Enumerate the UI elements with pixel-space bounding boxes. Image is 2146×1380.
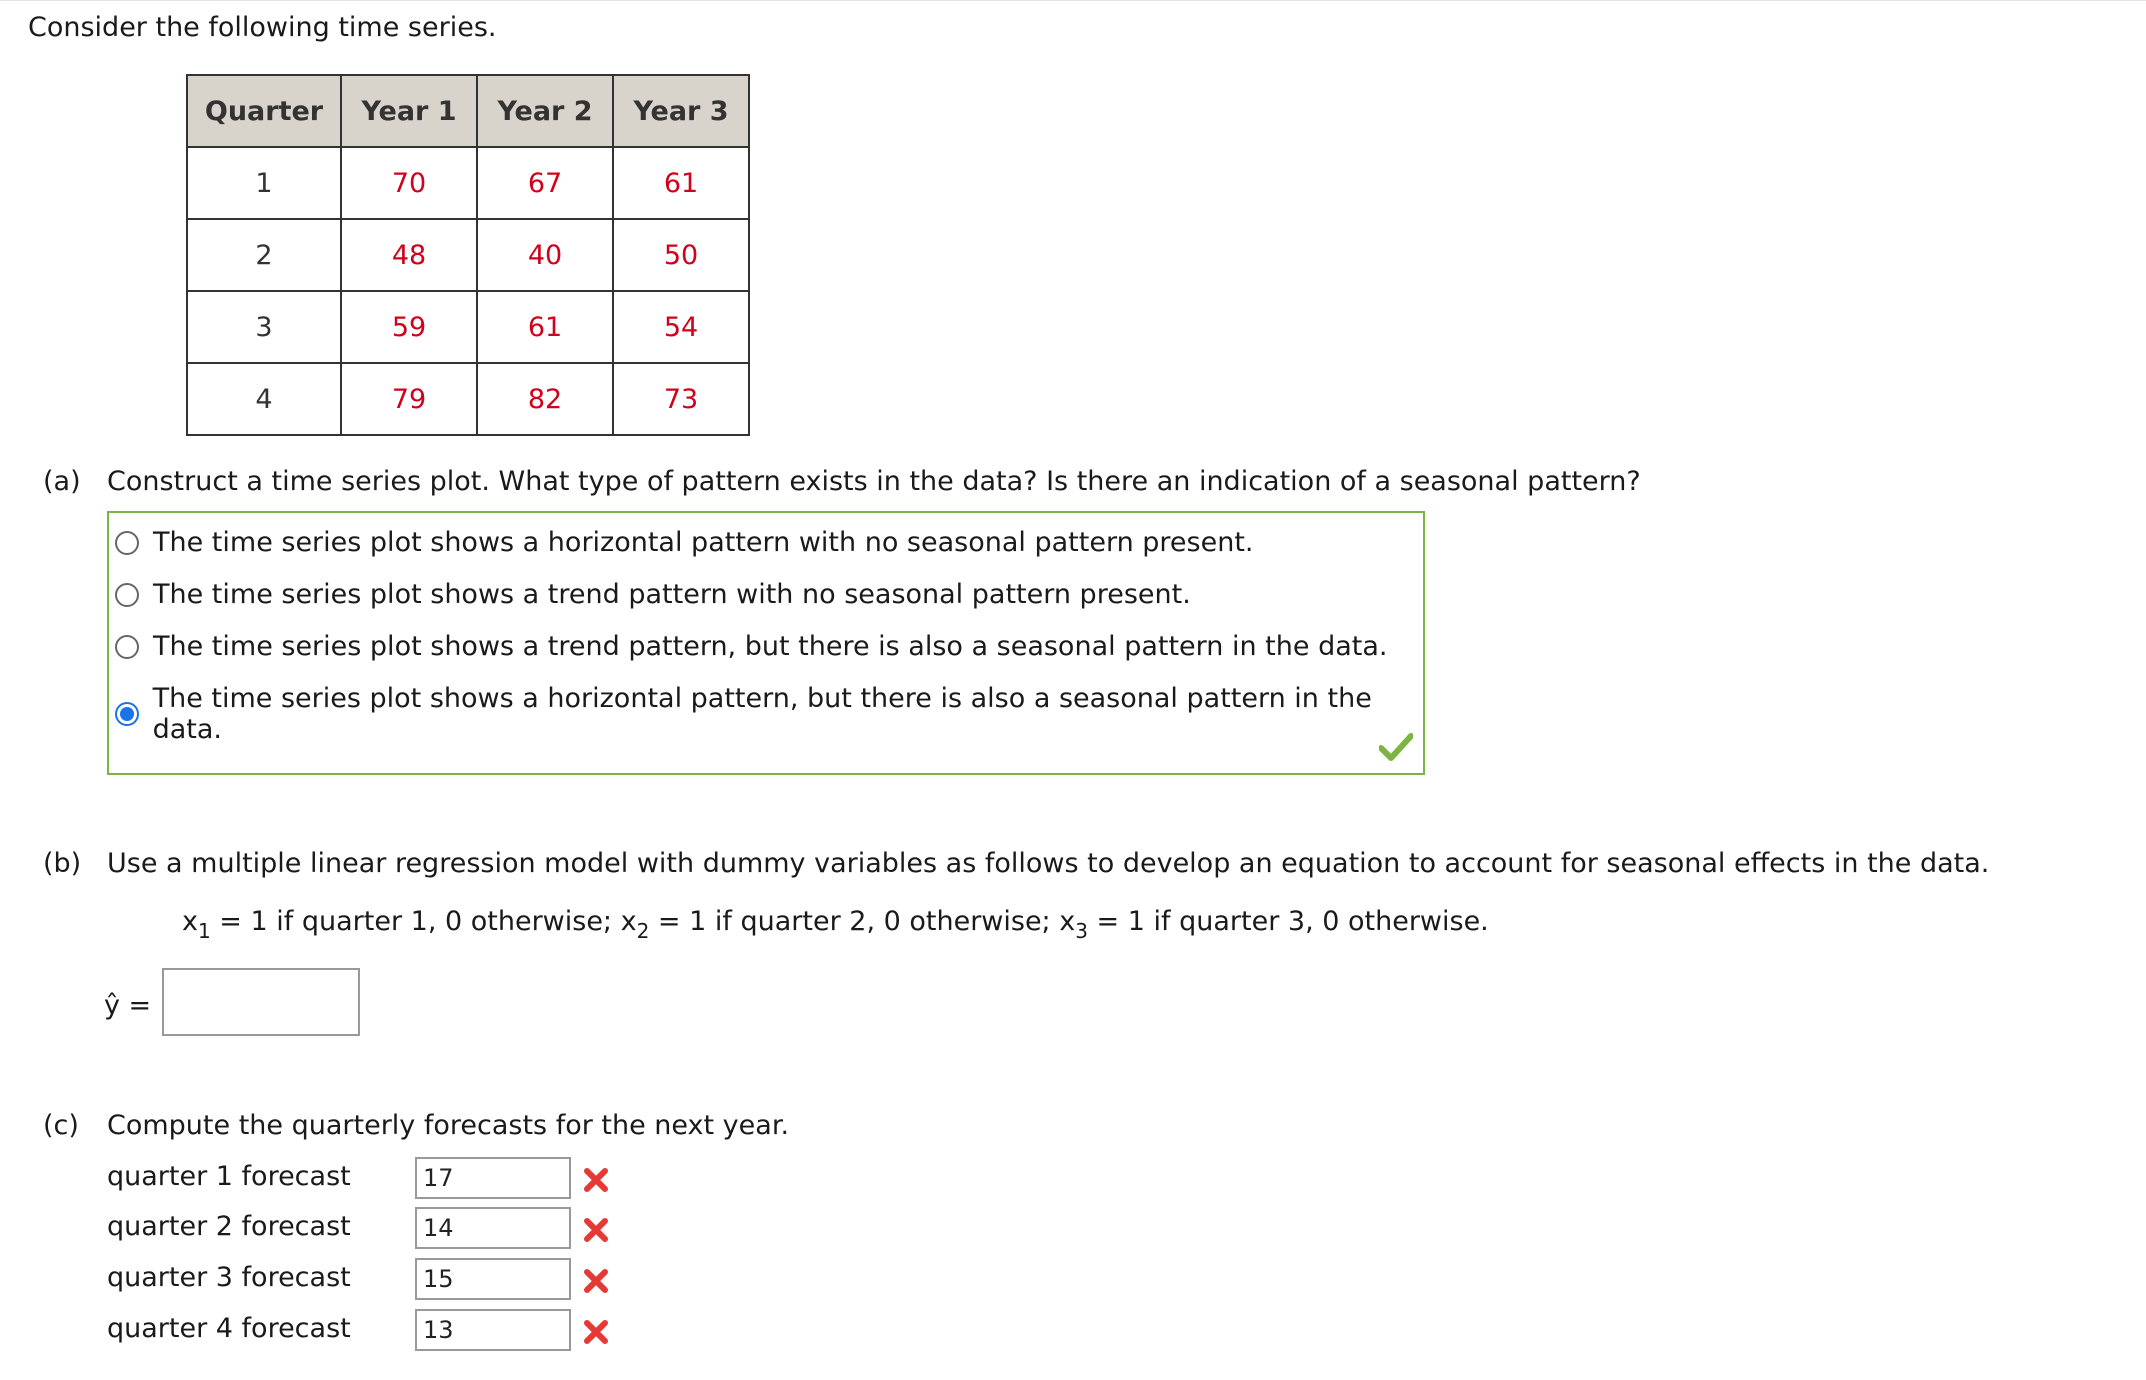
quarter-3-forecast-input[interactable] (415, 1258, 571, 1300)
quarter-cell: 2 (187, 219, 341, 291)
value-cell: 61 (613, 147, 749, 219)
value-cell: 67 (477, 147, 613, 219)
quarter-cell: 4 (187, 363, 341, 435)
time-series-table (186, 74, 750, 436)
option-label: The time series plot shows a trend pattern with no seasonal pattern present. (153, 579, 1191, 610)
x1-subscript: 1 (197, 919, 211, 943)
quarter-cell: 1 (187, 147, 341, 219)
radio-button[interactable] (115, 531, 139, 555)
quarter-3-forecast-label: quarter 3 forecast (107, 1262, 351, 1293)
top-divider (0, 0, 2146, 1)
incorrect-x-icon (582, 1216, 610, 1244)
header-year-2: Year 2 (477, 75, 613, 147)
incorrect-x-icon (582, 1166, 610, 1194)
part-b-label: (b) (43, 848, 82, 879)
header-year-1: Year 1 (341, 75, 477, 147)
table-row (187, 147, 749, 219)
value-cell: 70 (341, 147, 477, 219)
quarter-1-forecast-input[interactable] (415, 1157, 571, 1199)
part-a-label: (a) (43, 466, 81, 497)
part-b-question: Use a multiple linear regression model with dummy variables as follows to develop an equation to account for seasonal effects in the data. (107, 848, 1990, 879)
part-a-question: Construct a time series plot. What type of pattern exists in the data? Is there an indication of a seasonal pattern? (107, 466, 1641, 497)
table-row (187, 291, 749, 363)
header-year-3: Year 3 (613, 75, 749, 147)
x3-definition: = 1 if quarter 3, 0 otherwise. (1087, 906, 1489, 937)
part-a-answer-box (107, 511, 1425, 775)
table-row (187, 219, 749, 291)
header-quarter: Quarter (187, 75, 341, 147)
incorrect-x-icon (582, 1318, 610, 1346)
table-row (187, 363, 749, 435)
intro-text: Consider the following time series. (28, 12, 497, 43)
x1-symbol: x (182, 906, 198, 937)
option-label: The time series plot shows a horizontal pattern, but there is also a seasonal pattern in the data. (152, 683, 1372, 745)
quarter-4-forecast-label: quarter 4 forecast (107, 1313, 351, 1344)
quarter-4-forecast-input[interactable] (415, 1309, 571, 1351)
part-c-label: (c) (43, 1110, 79, 1141)
dummy-variable-definitions (182, 906, 1489, 943)
value-cell: 50 (613, 219, 749, 291)
checkmark-icon (1379, 733, 1413, 761)
value-cell: 54 (613, 291, 749, 363)
option-trend-no-seasonal[interactable] (115, 579, 1191, 610)
value-cell: 73 (613, 363, 749, 435)
regression-equation-input[interactable] (162, 968, 360, 1036)
value-cell: 40 (477, 219, 613, 291)
value-cell: 59 (341, 291, 477, 363)
incorrect-x-icon (582, 1267, 610, 1295)
x2-subscript: 2 (636, 919, 650, 943)
part-c-question: Compute the quarterly forecasts for the next year. (107, 1110, 790, 1141)
quarter-cell: 3 (187, 291, 341, 363)
option-trend-seasonal[interactable] (115, 631, 1387, 662)
value-cell: 82 (477, 363, 613, 435)
radio-button[interactable] (115, 583, 139, 607)
option-horizontal-no-seasonal[interactable] (115, 527, 1254, 558)
value-cell: 61 (477, 291, 613, 363)
value-cell: 79 (341, 363, 477, 435)
option-label: The time series plot shows a trend pattern, but there is also a seasonal pattern in the data. (153, 631, 1388, 662)
x2-symbol: x (620, 906, 637, 937)
quarter-1-forecast-label: quarter 1 forecast (107, 1161, 351, 1192)
x2-definition: = 1 if quarter 2, 0 otherwise; (649, 906, 1060, 937)
yhat-label: ŷ = (104, 990, 152, 1021)
radio-button-selected[interactable] (115, 702, 139, 726)
x3-subscript: 3 (1075, 919, 1088, 943)
x3-symbol: x (1059, 906, 1076, 937)
option-horizontal-seasonal[interactable] (115, 683, 1423, 745)
x1-definition: = 1 if quarter 1, 0 otherwise; (210, 906, 621, 937)
quarter-2-forecast-input[interactable] (415, 1207, 571, 1249)
option-label: The time series plot shows a horizontal pattern with no seasonal pattern present. (153, 527, 1254, 558)
quarter-2-forecast-label: quarter 2 forecast (107, 1211, 351, 1242)
value-cell: 48 (341, 219, 477, 291)
radio-button[interactable] (115, 635, 139, 659)
